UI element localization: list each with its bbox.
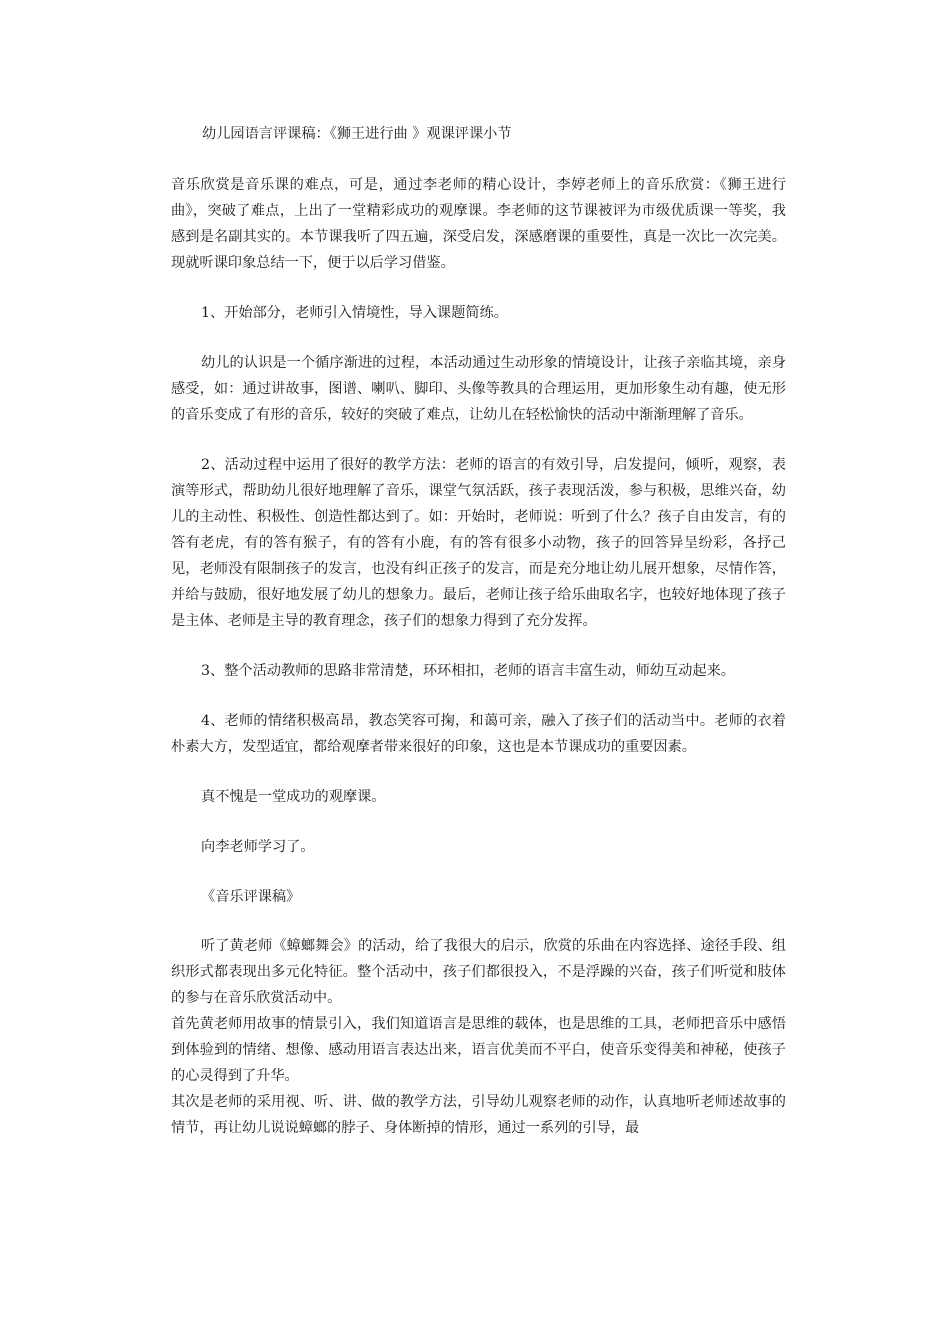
- paragraph-point-1-detail: 幼儿的认识是一个循序渐进的过程，本活动通过生动形象的情境设计，让孩子亲临其境，亲身感受，如：通过讲故事，图谱、喇叭、脚印、头像等教具的合理运用，更加形象生动有趣，使无形的音乐变成了有形的音乐，较好的突破了难点，让幼儿在轻松愉快的活动中渐渐理解了音乐。: [171, 355, 786, 423]
- document-body: [171, 121, 786, 1141]
- paragraph-music-intro: 听了黄老师《蟑螂舞会》的活动，给了我很大的启示，欣赏的乐曲在内容选择、途径手段、组织形式都表现出多元化特征。整个活动中，孩子们都很投入，不是浮躁的兴奋，孩子们听觉和肢体的参与在音乐欣赏活动中。: [171, 938, 786, 1006]
- paragraph-intro: 音乐欣赏是音乐课的难点，可是，通过李老师的精心设计，李婷老师上的音乐欣赏：《狮王进行曲》，突破了难点，上出了一堂精彩成功的观摩课。李老师的这节课被评为市级优质课一等奖，我感到是名副其实的。本节课我听了四五遍，深受启发，深感磨课的重要性，真是一次比一次完美。现就听课印象总结一下，便于以后学习借鉴。: [171, 177, 786, 271]
- paragraph-point-2: 2、活动过程中运用了很好的教学方法：老师的语言的有效引导，启发提问，倾听，观察，表演等形式，帮助幼儿很好地理解了音乐，课堂气氛活跃，孩子表现活泼，参与积极，思维兴奋，幼儿的主动性、积极性、创造性都达到了。如：开始时，老师说：听到了什么？孩子自由发言，有的答有老虎，有的答有猴子，有的答有小鹿，有的答有很多小动物，孩子的回答异呈纷彩，各抒己见，老师没有限制孩子的发言，也没有纠正孩子的发言，而是充分地让幼儿展开想象，尽情作答，并给与鼓励，很好地发展了幼儿的想象力。最后，老师让孩子给乐曲取名字，也较好地体现了孩子是主体、老师是主导的教育理念，孩子们的想象力得到了充分发挥。: [171, 457, 786, 629]
- paragraph-point-4: 4、老师的情绪积极高昂，教态笑容可掬，和蔼可亲，融入了孩子们的活动当中。老师的衣着朴素大方，发型适宜，都给观摩者带来很好的印象，这也是本节课成功的重要因素。: [171, 713, 786, 755]
- paragraph-music-second: 其次是老师的采用视、听、讲、做的教学方法，引导幼儿观察老师的动作，认真地听老师述故事的情节，再让幼儿说说蟑螂的脖子、身体断掉的情形，通过一系列的引导，最: [171, 1094, 786, 1136]
- paragraph-point-3: 3、整个活动教师的思路非常清楚，环环相扣，老师的语言丰富生动，师幼互动起来。: [201, 663, 735, 679]
- paragraph-conclusion: 真不愧是一堂成功的观摩课。: [201, 789, 386, 805]
- section-subtitle: 《音乐评课稿》: [201, 889, 301, 905]
- document-title: 幼儿园语言评课稿：《狮王进行曲 》观课评课小节: [202, 126, 512, 142]
- paragraph-closing: 向李老师学习了。: [201, 839, 315, 855]
- paragraph-music-first: 首先黄老师用故事的情景引入，我们知道语言是思维的载体，也是思维的工具，老师把音乐中感悟到体验到的情绪、想像、感动用语言表达出来，语言优美而不平白，使音乐变得美和神秘，使孩子的心灵得到了升华。: [171, 1016, 786, 1084]
- paragraph-point-1: 1、开始部分，老师引入情境性，导入课题简练。: [201, 305, 508, 321]
